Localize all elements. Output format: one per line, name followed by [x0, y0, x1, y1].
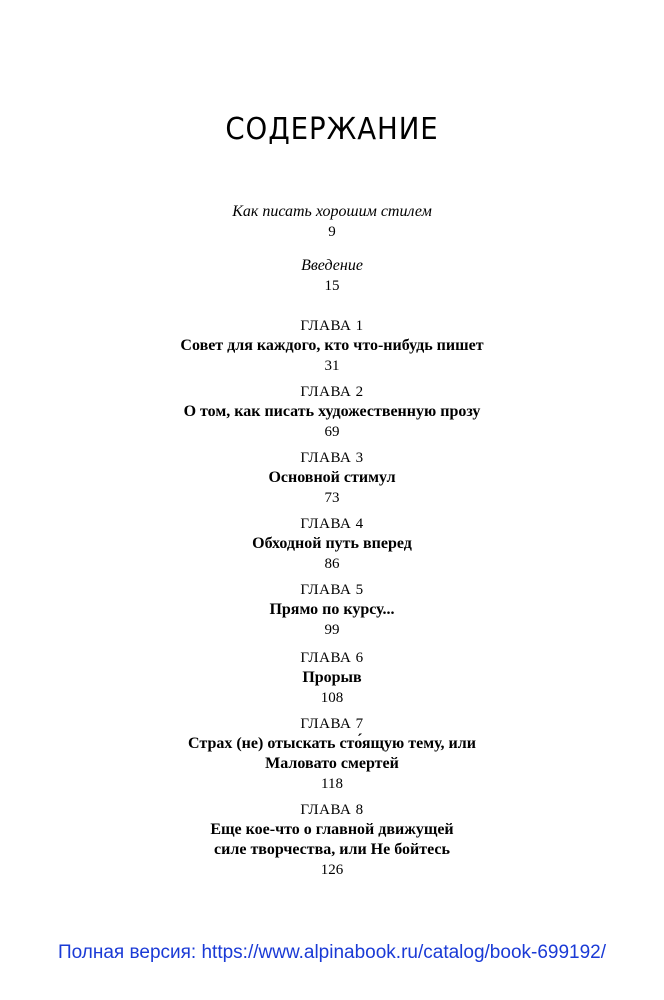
chapter-title: Совет для каждого, кто что-нибудь пишет [180, 337, 484, 354]
toc-entry-style [0, 202, 664, 242]
chapter-page: 69 [324, 424, 340, 440]
chapter-label: ГЛАВА 7 [300, 716, 364, 732]
chapter-label: ГЛАВА 8 [300, 802, 364, 818]
chapter-page: 118 [321, 776, 343, 792]
chapter-title-line-1: Страх (не) отыскать сто́ящую тему, или [188, 735, 476, 752]
toc-entry-intro [0, 256, 664, 296]
toc-chapter-4 [0, 514, 664, 574]
chapter-page: 86 [324, 556, 340, 572]
entry-title: Как писать хорошим стилем [232, 203, 432, 220]
chapter-title: Прямо по курсу... [269, 601, 395, 618]
toc-chapter-2 [0, 382, 664, 442]
chapter-title: Прорыв [302, 669, 362, 686]
chapter-page: 108 [320, 690, 344, 706]
toc-chapter-7 [0, 714, 664, 794]
chapter-label: ГЛАВА 1 [300, 318, 364, 334]
chapter-page: 31 [324, 358, 340, 374]
chapter-label: ГЛАВА 4 [300, 516, 364, 532]
chapter-title-line-2: Маловато смертей [265, 755, 399, 772]
entry-page: 15 [324, 278, 340, 294]
chapter-label: ГЛАВА 2 [300, 384, 364, 400]
full-version-link[interactable]: Полная версия: https://www.alpinabook.ru/catalog/book-699192/ [57, 942, 607, 963]
toc-chapter-6 [0, 648, 664, 708]
chapter-page: 126 [320, 862, 344, 878]
chapter-title: Основной стимул [268, 469, 396, 486]
toc-chapter-8 [0, 800, 664, 880]
chapter-title-line-1: Еще кое-что о главной движущей [210, 821, 454, 838]
chapter-title: Обходной путь вперед [252, 535, 412, 552]
chapter-label: ГЛАВА 5 [300, 582, 364, 598]
entry-page: 9 [328, 224, 336, 240]
chapter-page: 99 [324, 622, 340, 638]
chapter-label: ГЛАВА 6 [300, 650, 364, 666]
entry-title: Введение [301, 257, 363, 274]
page-title: СОДЕРЖАНИЕ [225, 112, 439, 147]
toc-chapter-3 [0, 448, 664, 508]
chapter-title: О том, как писать художественную прозу [183, 403, 481, 420]
chapter-page: 73 [324, 490, 340, 506]
toc-chapter-1 [0, 316, 664, 376]
chapter-title-line-2: силе творчества, или Не бойтесь [214, 841, 450, 858]
chapter-label: ГЛАВА 3 [300, 450, 364, 466]
toc-chapter-5 [0, 580, 664, 640]
